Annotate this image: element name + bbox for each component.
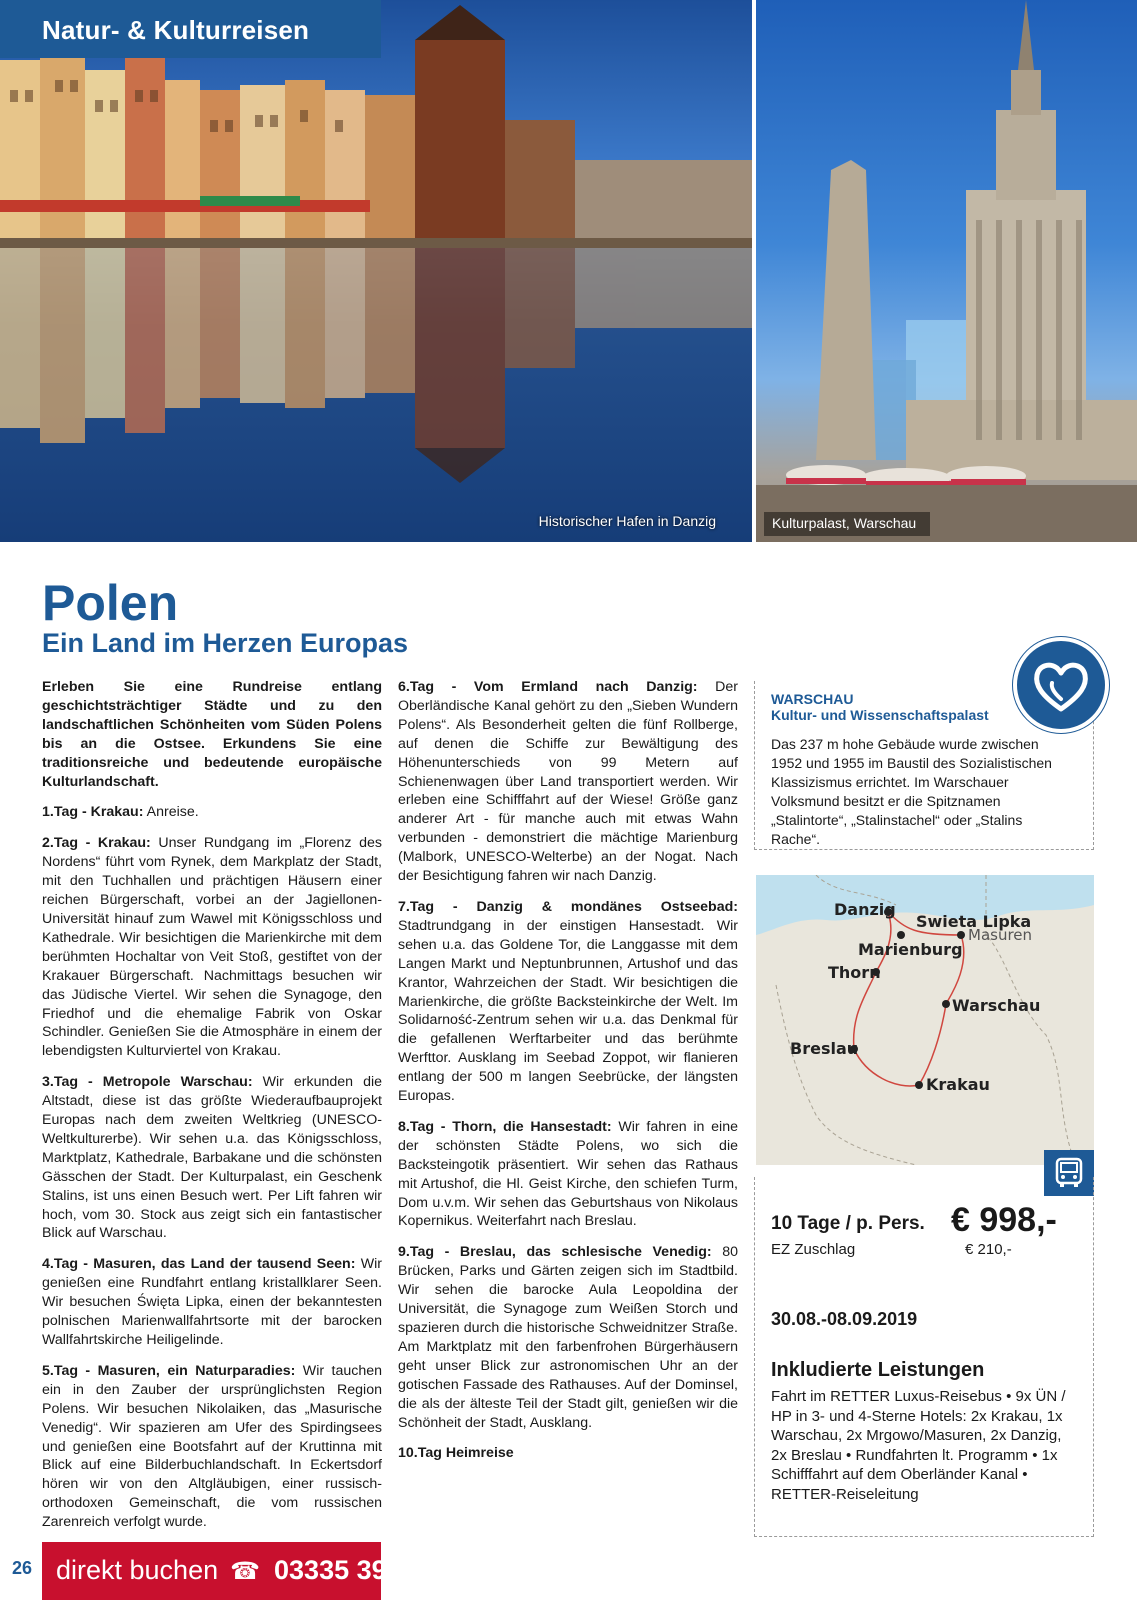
map-label-thorn: Thorn (828, 963, 881, 982)
day-7-text: Stadtrundgang in der einstigen Hansestadt. Wir sehen u.a. das Goldene Tor, die Langgasse mit dem Langen Markt und Neptunbrunnen, Artushof und das Krantor, Wahrzeichen der Stadt. Wir besichtigen die Marienkirche, die größte Backsteinkirche der Welt. Im Solidarność-Zentrum sehen wir u.a. das Denkmal für die gefallenen Werftarbeiter und das berühmte Werfttor. Ausklang im Seebad Zoppot, wir flanieren entlang der 500 m langen Seebrücke, der längsten Europas. (398, 917, 738, 1105)
day-4 (42, 1255, 382, 1350)
day-9 (398, 1243, 738, 1432)
day-7-heading: 7.Tag - Danzig & mondänes Ostseebad: (398, 898, 738, 915)
info-box-title: WARSCHAU (771, 691, 854, 707)
day-4-heading: 4.Tag - Masuren, das Land der tausend Seen: (42, 1256, 356, 1273)
category-banner: Natur- & Kulturreisen (0, 0, 381, 58)
map-label-breslau: Breslau (790, 1039, 859, 1058)
day-5-text: Wir tauchen ein in den Zauber der ursprünglichsten Region Polens. Wir besuchen Nikolaiken, das „Masurische Venedig“. Wir spazieren am Ufer des Spirdingsees und genießen eine Bootsfahrt auf der Kruttinna mit Blick auf eine Bilderbuchlandschaft. In Eckertsdorf hören wir von den Altgläubigen, einer russisch-orthodoxen Gemeinschaft, die vom russischen Zarenreich verfolgt wurde. (42, 1362, 382, 1531)
page-number: 26 (12, 1558, 33, 1578)
page-title: Polen (42, 575, 179, 631)
included-text: Fahrt im RETTER Luxus-Reisebus • 9x ÜN / HP in 3- und 4-Sterne Hotels: 2x Krakau, 1x Warschau, 2x Mrgowo/Masuren, 2x Danzig, 2x Breslau • Rundfahrten lt. Programm • 1x Schifffahrt auf dem Oberländer Kanal • RETTER-Reiseleitung (771, 1388, 1066, 1503)
day-7 (398, 898, 738, 1106)
day-1-text: Anreise. (143, 804, 199, 821)
day-1 (42, 803, 382, 822)
phone-icon: ☎ (230, 1558, 261, 1585)
photo-caption-danzig: Historischer Hafen in Danzig (538, 513, 716, 529)
travel-dates: 30.08.-08.09.2019 (771, 1309, 918, 1329)
photo-danzig-harbour (0, 0, 752, 542)
price-value: € 998,- (951, 1201, 1057, 1239)
kulturpalast-illustration (756, 0, 1137, 542)
included-heading: Inkludierte Leistungen (771, 1359, 985, 1381)
day-2 (42, 834, 382, 1061)
map-label-danzig: Danzig (834, 900, 896, 919)
day-10-heading: 10.Tag Heimreise (398, 1445, 514, 1462)
day-9-heading: 9.Tag - Breslau, das schlesische Venedig: (398, 1244, 712, 1261)
day-4-text: Wir genießen eine Rundfahrt entlang kristallklarer Seen. Wir besuchen Święta Lipka, einen der bekanntesten polnischen Marienwallfahrtsorte mit der barocken Wallfahrtskirche Heiligelinde. (42, 1256, 383, 1348)
booking-cta[interactable] (42, 1542, 417, 1600)
price-label: 10 Tage / p. Pers. (771, 1213, 925, 1234)
day-3-text: Wir erkunden die Altstadt, diese ist das größte Wiederaufbauprojekt Europas nach dem zweiten Weltkrieg (UNESCO-Weltkulturerbe). Wir sehen u.a. das Königsschloss, Marktplatz, Kathedrale, Barbakane und die schönsten Gässchen der Stadt. Der Kulturpalast, ein Geschenk Stalins, ist uns einen Besuch wert. Per Lift fahren wir hoch, vom 30. Stock aus zeigt sich ein fantastischer Blick auf Warschau. (42, 1074, 382, 1242)
day-10 (398, 1444, 738, 1463)
heart-icon (1031, 659, 1091, 715)
day-8-text: Wir fahren in eine der schönsten Städte Polens, wo sich die Backsteingotik präsentiert. Wir sehen das Rathaus mit Artushof, die Hl. Geist Kirche, den schiefen Turm, Dom u.v.m. Wir sehen das Geburtshaus von Nikolaus Kopernikus. Weiterfahrt nach Breslau. (398, 1118, 738, 1230)
day-8 (398, 1118, 738, 1231)
booking-cta-label: direkt buchen (56, 1555, 219, 1585)
day-5-heading: 5.Tag - Masuren, ein Naturparadies: (42, 1362, 296, 1379)
day-8-heading: 8.Tag - Thorn, die Hansestadt: (398, 1118, 612, 1135)
route-map-illustration (756, 875, 1094, 1165)
map-label-marienburg: Marienburg (858, 940, 963, 959)
info-box-subtitle: Kultur- und Wissenschaftspalast (771, 707, 989, 723)
price-box (754, 1177, 1094, 1537)
day-6 (398, 678, 738, 886)
map-label-masuren: Masuren (968, 926, 1033, 944)
ez-value: € 210,- (965, 1241, 1012, 1258)
photo-caption-warschau: Kulturpalast, Warschau (764, 512, 930, 536)
booking-phone-number[interactable]: 03335 3900 (274, 1555, 417, 1585)
day-3 (42, 1073, 382, 1243)
day-5 (42, 1362, 382, 1532)
intro-text: Erleben Sie eine Rundreise entlang geschichtsträchtiger Städte und zu den landschaftlichen Schönheiten vom Süden Polens bis an die Ostsee. Erkundens Sie eine traditionsreiche und bedeutende europäische Kulturlandschaft. (42, 679, 382, 790)
itinerary-column-2 (398, 678, 738, 1475)
info-box-text: Das 237 m hohe Gebäude wurde zwischen 1952 und 1955 im Baustil des Sozialistischen Klassizismus errichtet. Im Warschauer Volksmund besitzt er die Spitznamen „Stalintorte“, „Stalinstachel“ oder „Stalins Rache“. (771, 736, 1052, 847)
heart-badge (1013, 637, 1109, 733)
day-6-heading: 6.Tag - Vom Ermland nach Danzig: (398, 679, 698, 695)
itinerary-column-1 (42, 678, 382, 1544)
day-2-heading: 2.Tag - Krakau: (42, 835, 151, 852)
map-label-swieta-lipka: Swieta Lipka (916, 912, 1032, 931)
map-label-warschau: Warschau (952, 996, 1041, 1015)
ez-label: EZ Zuschlag (771, 1241, 856, 1258)
day-2-text: Unser Rundgang im „Florenz des Nordens“ führt vom Rynek, dem Markplatz der Stadt, mit den Tuchhallen und prächtigen Häusern einer reichen Bürgerschaft, vorbei an der Jagiellonen-Universität hinauf zum Wawel mit Königsschloss und Kathedrale. Wir besichtigen die Marienkirche mit dem berühmten Hochaltar von Veit Stoß, gestiftet von der Krakauer Bürgerschaft. Nachmittags besuchen wir das Jüdische Viertel. Wir sehen die Synagoge, den Friedhof und die ehemalige Fabrik von Oskar Schindler. Genießen Sie die Atmosphäre in einem der lebendigsten Kulturviertel von Krakau. (42, 835, 382, 1060)
day-3-heading: 3.Tag - Metropole Warschau: (42, 1074, 253, 1091)
day-9-text: 80 Brücken, Parks und Gärten zeigen sich im Stadtbild. Wir sehen die barocke Aula Leopoldina der Universität, die Synagoge zum Weißen Storch und spazieren durch die historische Schweidnitzer Straße. Am Marktplatz mit den farbenfrohen Bürgerhäusern geht unser Blick zur astronomischen Uhr an der gotischen Fassade des Rathauses. Auf der Dominsel, die als der älteste Teil der Stadt gilt, genießen wir die Schönheit der Stadt, Ausklang. (398, 1244, 738, 1431)
photo-warschau-kulturpalast (756, 0, 1137, 542)
day-1-heading: 1.Tag - Krakau: (42, 804, 144, 821)
map-label-krakau: Krakau (926, 1075, 990, 1094)
day-6-text: Der Oberländische Kanal gehört zu den „Sieben Wundern Polens“. Als Besonderheit gelten die fünf Rollberge, auf denen die Schiffe zur Bewältigung des Höhenunterschieds von 99 Metern auf Schienenwagen über Land transportiert werden. Wir erleben eine Schifffahrt auf der Wiese! Größe ganz anderer Art - für manche auch mit etwas Wahn verbunden - demonstriert die mächtige Marienburg (Malbork, UNESCO-Welterbe) an der Nogat. Nach der Besichtigung fahren wir nach Danzig. (398, 679, 738, 885)
page-subtitle: Ein Land im Herzen Europas (42, 628, 409, 658)
danzig-harbour-illustration (0, 0, 752, 542)
route-map (756, 875, 1094, 1165)
